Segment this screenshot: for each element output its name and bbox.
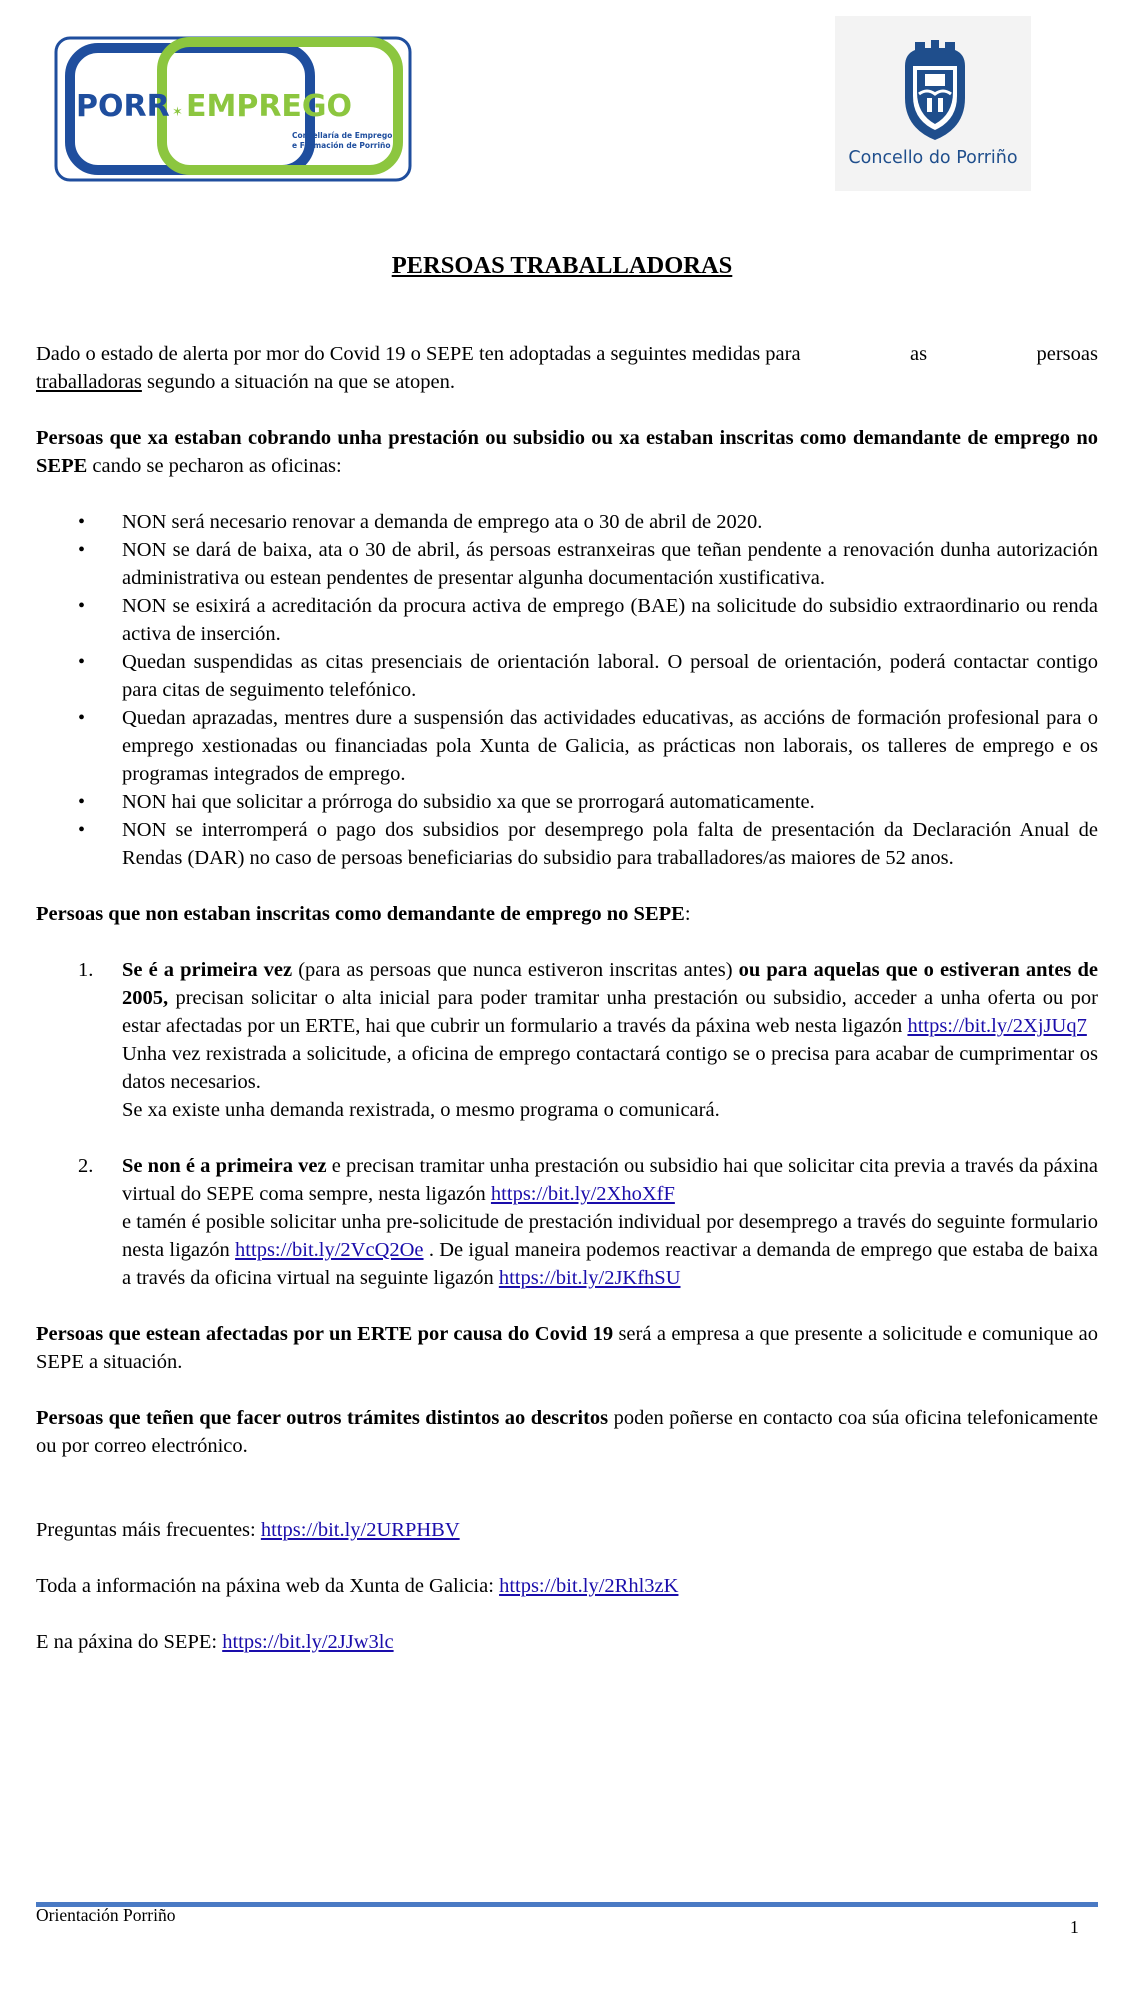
link-cita-previa[interactable]: https://bit.ly/2XhoXfF bbox=[490, 1183, 675, 1205]
section2-heading: Persoas que non estaban inscritas como demandante de emprego no SEPE: bbox=[36, 903, 691, 925]
footer-rule bbox=[36, 1902, 1098, 1907]
intro-paragraph bbox=[36, 340, 1098, 396]
section1-heading: Persoas que xa estaban cobrando unha prestación ou subsidio ou xa estaban inscritas como demandante de emprego no SEPE cando se pecharon as oficinas: bbox=[36, 427, 1098, 477]
page-number: 1 bbox=[1070, 1917, 1079, 1937]
intro-text-2: segundo a situación na que se atopen. bbox=[141, 371, 455, 393]
list-item: 1. Se é a primeira vez (para as persoas que nunca estiveron inscritas antes) ou para aquelas que o estiveran antes de 2005, precisan solicitar o alta inicial para poder tramitar unha prestación ou subsidio, acceder a unha oferta ou por estar afectadas por un ERTE, hai que cubrir un formulario a través da páxina web nesta ligazón https://bit.ly/2XjJUq7 Unha vez rexistrada a solicitude, a oficina de emprego contactará contigo se o precisa para acabar de cumprimentar os datos necesarios. Se xa existe unha demanda rexistrada, o mesmo programa o comunicará. bbox=[122, 956, 1098, 1124]
logo-text-emprego: EMPREGO bbox=[186, 89, 353, 124]
svg-text:✶: ✶ bbox=[172, 105, 183, 120]
section1-bullet-list bbox=[36, 508, 1098, 872]
list-item: • NON hai que solicitar a prórroga do subsidio xa que se prorrogará automaticamente. bbox=[122, 788, 1098, 816]
logo-sub-2: e Formación de Porriño bbox=[292, 141, 391, 150]
list-number: 1. bbox=[78, 959, 94, 981]
xunta-line: Toda a información na páxina web da Xunta de Galicia: https://bit.ly/2Rhl3zK bbox=[36, 1575, 679, 1597]
link-alta-inicial[interactable]: https://bit.ly/2XjJUq7 bbox=[907, 1015, 1087, 1037]
logo-text-porr: PORR bbox=[76, 89, 170, 124]
concello-caption: Concello do Porriño bbox=[848, 148, 1018, 168]
intro-word-as: as bbox=[910, 343, 928, 365]
faq-line: Preguntas máis frecuentes: https://bit.ly/2URPHBV bbox=[36, 1519, 460, 1541]
concello-logo bbox=[835, 16, 1031, 191]
link-xunta[interactable]: https://bit.ly/2Rhl3zK bbox=[499, 1575, 679, 1597]
footer-label: Orientación Porriño bbox=[36, 1905, 176, 1925]
list-item: • NON se dará de baixa, ata o 30 de abril, ás persoas estranxeiras que teñan pendente a renovación dunha autorización administrativa ou estean pendentes de presentar algunha documentación xustificativa. bbox=[122, 536, 1098, 592]
item1-line2: Unha vez rexistrada a solicitude, a oficina de emprego contactará contigo se o precisa para acabar de cumprimentar os datos necesarios. bbox=[122, 1043, 1098, 1093]
link-faq[interactable]: https://bit.ly/2URPHBV bbox=[260, 1519, 460, 1541]
list-number: 2. bbox=[78, 1155, 94, 1177]
logo-sub-1: Concellaría de Emprego bbox=[292, 131, 393, 140]
porriemprego-logo bbox=[54, 36, 414, 184]
coat-of-arms-icon bbox=[885, 36, 985, 146]
link-reactivar-demanda[interactable]: https://bit.ly/2JKfhSU bbox=[498, 1267, 681, 1289]
list-item: • Quedan aprazadas, mentres dure a suspensión das actividades educativas, as accións de formación profesional para o emprego xestionadas ou financiadas pola Xunta de Galicia, as prácticas non laborais, os talleres de emprego e os programas integrados de emprego. bbox=[122, 704, 1098, 788]
page-title: PERSOAS TRABALLADORAS bbox=[391, 252, 733, 279]
sepe-line: E na páxina do SEPE: https://bit.ly/2JJw3lc bbox=[36, 1631, 394, 1653]
list-item: • NON se interromperá o pago dos subsidios por desemprego pola falta de presentación da Declaración Anual de Rendas (DAR) no caso de persoas beneficiarias do subsidio para traballadores/as maiores de 52 anos. bbox=[122, 816, 1098, 872]
list-item: 2. Se non é a primeira vez e precisan tramitar unha prestación ou subsidio hai que solicitar cita previa a través da páxina virtual do SEPE coma sempre, nesta ligazón https://bit.ly/2XhoXfF e tamén é posible solicitar unha pre-solicitude de prestación individual por desemprego a través do seguinte formulario nesta ligazón https://bit.ly/2VcQ2Oe . De igual maneira podemos reactivar a demanda de emprego que estaba de baixa a través da oficina virtual na seguinte ligazón https://bit.ly/2JKfhSU bbox=[122, 1152, 1098, 1292]
section2-numbered-list bbox=[36, 956, 1098, 1292]
section4-paragraph: Persoas que teñen que facer outros trámites distintos ao descritos poden poñerse en contacto coa súa oficina telefonicamente ou por correo electrónico. bbox=[36, 1407, 1098, 1457]
item1-line3: Se xa existe unha demanda rexistrada, o mesmo programa o comunicará. bbox=[122, 1099, 720, 1121]
intro-word-persoas: persoas bbox=[1036, 343, 1098, 365]
list-item: • NON será necesario renovar a demanda de emprego ata o 30 de abril de 2020. bbox=[122, 508, 1098, 536]
intro-text-1: Dado o estado de alerta por mor do Covid 19 o SEPE ten adoptadas a seguintes medidas para bbox=[36, 343, 801, 365]
link-sepe[interactable]: https://bit.ly/2JJw3lc bbox=[222, 1631, 394, 1653]
list-item: • NON se esixirá a acreditación da procura activa de emprego (BAE) na solicitude do subsidio extraordinario ou renda activa de inserción. bbox=[122, 592, 1098, 648]
document-body bbox=[36, 340, 1098, 1656]
intro-underlined: traballadoras bbox=[36, 371, 142, 393]
link-pre-solicitude[interactable]: https://bit.ly/2VcQ2Oe bbox=[235, 1239, 424, 1261]
list-item: • Quedan suspendidas as citas presenciais de orientación laboral. O persoal de orientación, poderá contactar contigo para citas de seguimento telefónico. bbox=[122, 648, 1098, 704]
section3-paragraph: Persoas que estean afectadas por un ERTE por causa do Covid 19 será a empresa a que presente a solicitude e comunique ao SEPE a situación. bbox=[36, 1323, 1098, 1373]
